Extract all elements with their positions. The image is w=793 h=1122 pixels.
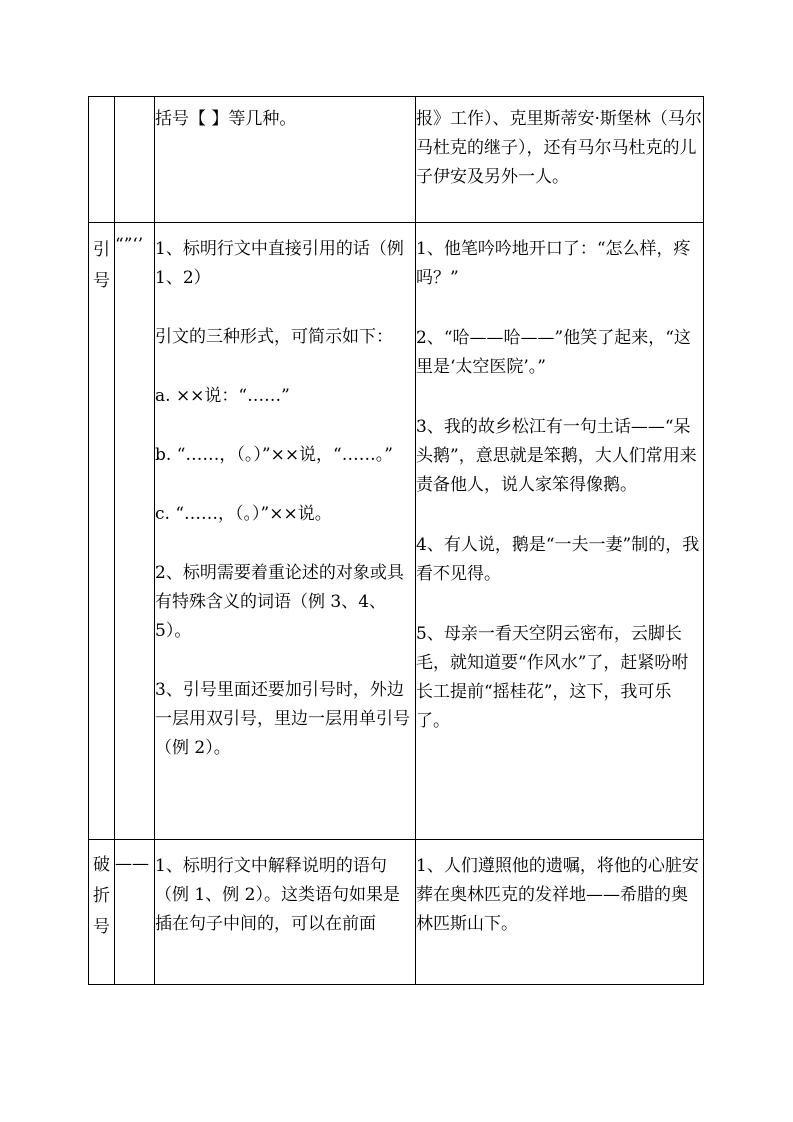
- name-char: 号: [93, 917, 110, 937]
- usage-cell: [155, 97, 416, 223]
- example-cell: [416, 840, 704, 985]
- table-row-dash: [89, 840, 704, 985]
- usage-text: 1、标明行文中解释说明的语句（例 1、例 2）。这类语句如果是插在句子中间的，可以在前面: [155, 856, 400, 934]
- punctuation-table: [88, 96, 704, 985]
- usage-text: 引文的三种形式，可简示如下：: [155, 327, 393, 347]
- name-char: 号: [93, 271, 110, 291]
- symbol-text: “”‘’: [115, 235, 144, 255]
- usage-cell: [155, 840, 416, 985]
- table-row-continuation: [89, 97, 704, 223]
- symbol-cell: [115, 97, 155, 223]
- symbol-cell: [115, 840, 155, 985]
- name-char: 引: [93, 240, 110, 260]
- usage-text: 括号【 】等几种。: [155, 109, 297, 129]
- name-char: 破: [93, 855, 110, 875]
- example-text: 报》工作）、克里斯蒂安·斯堡林（马尔马杜克的继子），还有马尔马杜克的儿子伊安及另外一人。: [416, 109, 702, 187]
- example-cell: [416, 97, 704, 223]
- name-cell: [89, 223, 115, 840]
- example-cell: [416, 223, 704, 840]
- usage-text: a. ××说：“……”: [155, 386, 290, 406]
- table-row-quotation-marks: [89, 223, 704, 840]
- usage-text: 1、标明行文中直接引用的话（例1、2）: [155, 239, 404, 288]
- symbol-text: ——: [115, 854, 149, 874]
- example-text: 2、“哈——哈——”他笑了起来，“这里是‘太空医院’。”: [416, 328, 691, 377]
- name-cell: [89, 97, 115, 223]
- usage-cell: [155, 223, 416, 840]
- example-text: 1、人们遵照他的遗嘱，将他的心脏安葬在奥林匹克的发祥地——希腊的奥林匹斯山下。: [416, 856, 699, 934]
- usage-text: c. “……，（。）”××说。: [155, 504, 332, 524]
- example-text: 4、有人说，鹅是“一夫一妻”制的，我看不见得。: [416, 535, 700, 584]
- example-text: 1、他笔吟吟地开口了：“怎么样，疼吗？”: [416, 239, 691, 288]
- usage-text: 3、引号里面还要加引号时，外边一层用双引号，里边一层用单引号（例 2）。: [155, 680, 410, 758]
- name-char: 折: [93, 886, 110, 906]
- example-text: 5、母亲一看天空阴云密布，云脚长毛，就知道要“作风水”了，赶紧吩咐长工提前“摇桂花”，这下，我可乐了。: [416, 624, 689, 731]
- name-cell: [89, 840, 115, 985]
- example-text: 3、我的故乡松江有一句土话——“呆头鹅”，意思就是笨鹅，大人们常用来责备他人，说人家笨得像鹅。: [416, 417, 697, 495]
- usage-text: b. “……，（。）”××说，“……。”: [155, 445, 393, 465]
- symbol-cell: [115, 223, 155, 840]
- usage-text: 2、标明需要着重论述的对象或具有特殊含义的词语（例 3、4、5）。: [155, 563, 404, 641]
